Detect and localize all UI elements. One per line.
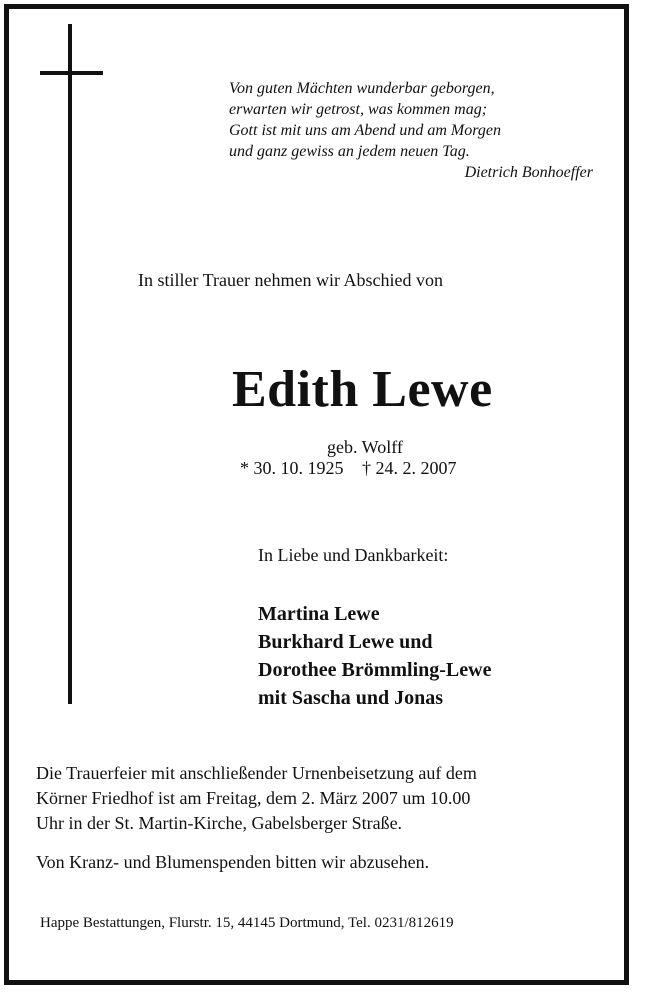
funeral-notice-line: Körner Friedhof ist am Freitag, dem 2. März 2007 um 10.00 (36, 788, 471, 808)
death-date: † 24. 2. 2007 (362, 458, 457, 478)
mourner-name: mit Sascha und Jonas (258, 687, 444, 709)
birth-name: geb. Wolff (327, 437, 403, 457)
funeral-notice-line: Die Trauerfeier mit anschließender Urnenbeisetzung auf dem (36, 763, 477, 783)
funeral-notice-line: Uhr in der St. Martin-Kirche, Gabelsberger Straße. (36, 813, 403, 833)
mourner-name: Martina Lewe (258, 603, 380, 625)
intro-text: In stiller Trauer nehmen wir Abschied von (138, 270, 443, 290)
undertaker-info: Happe Bestattungen, Flurstr. 15, 44145 Dortmund, Tel. 0231/812619 (40, 915, 454, 931)
poem-line: Von guten Mächten wunderbar geborgen, (229, 80, 495, 97)
flowers-notice: Von Kranz- und Blumenspenden bitten wir abzusehen. (36, 852, 430, 872)
poem-line: und ganz gewiss an jedem neuen Tag. (229, 143, 470, 160)
mourner-name: Burkhard Lewe und (258, 631, 433, 653)
life-dates (240, 458, 457, 479)
cross-icon-bar (40, 71, 103, 75)
poem-line: Gott ist mit uns am Abend und am Morgen (229, 122, 501, 139)
poem-line: erwarten wir getrost, was kommen mag; (229, 101, 488, 118)
birth-date: * 30. 10. 1925 (240, 458, 344, 478)
poem-quote (229, 78, 599, 183)
gratitude-text: In Liebe und Dankbarkeit: (258, 545, 449, 565)
mourner-name: Dorothee Brömmling-Lewe (258, 659, 492, 681)
funeral-notice (36, 761, 616, 836)
poem-author: Dietrich Bonhoeffer (464, 164, 593, 181)
cross-icon (68, 24, 72, 704)
deceased-name: Edith Lewe (232, 361, 493, 418)
mourners-list (258, 600, 491, 712)
